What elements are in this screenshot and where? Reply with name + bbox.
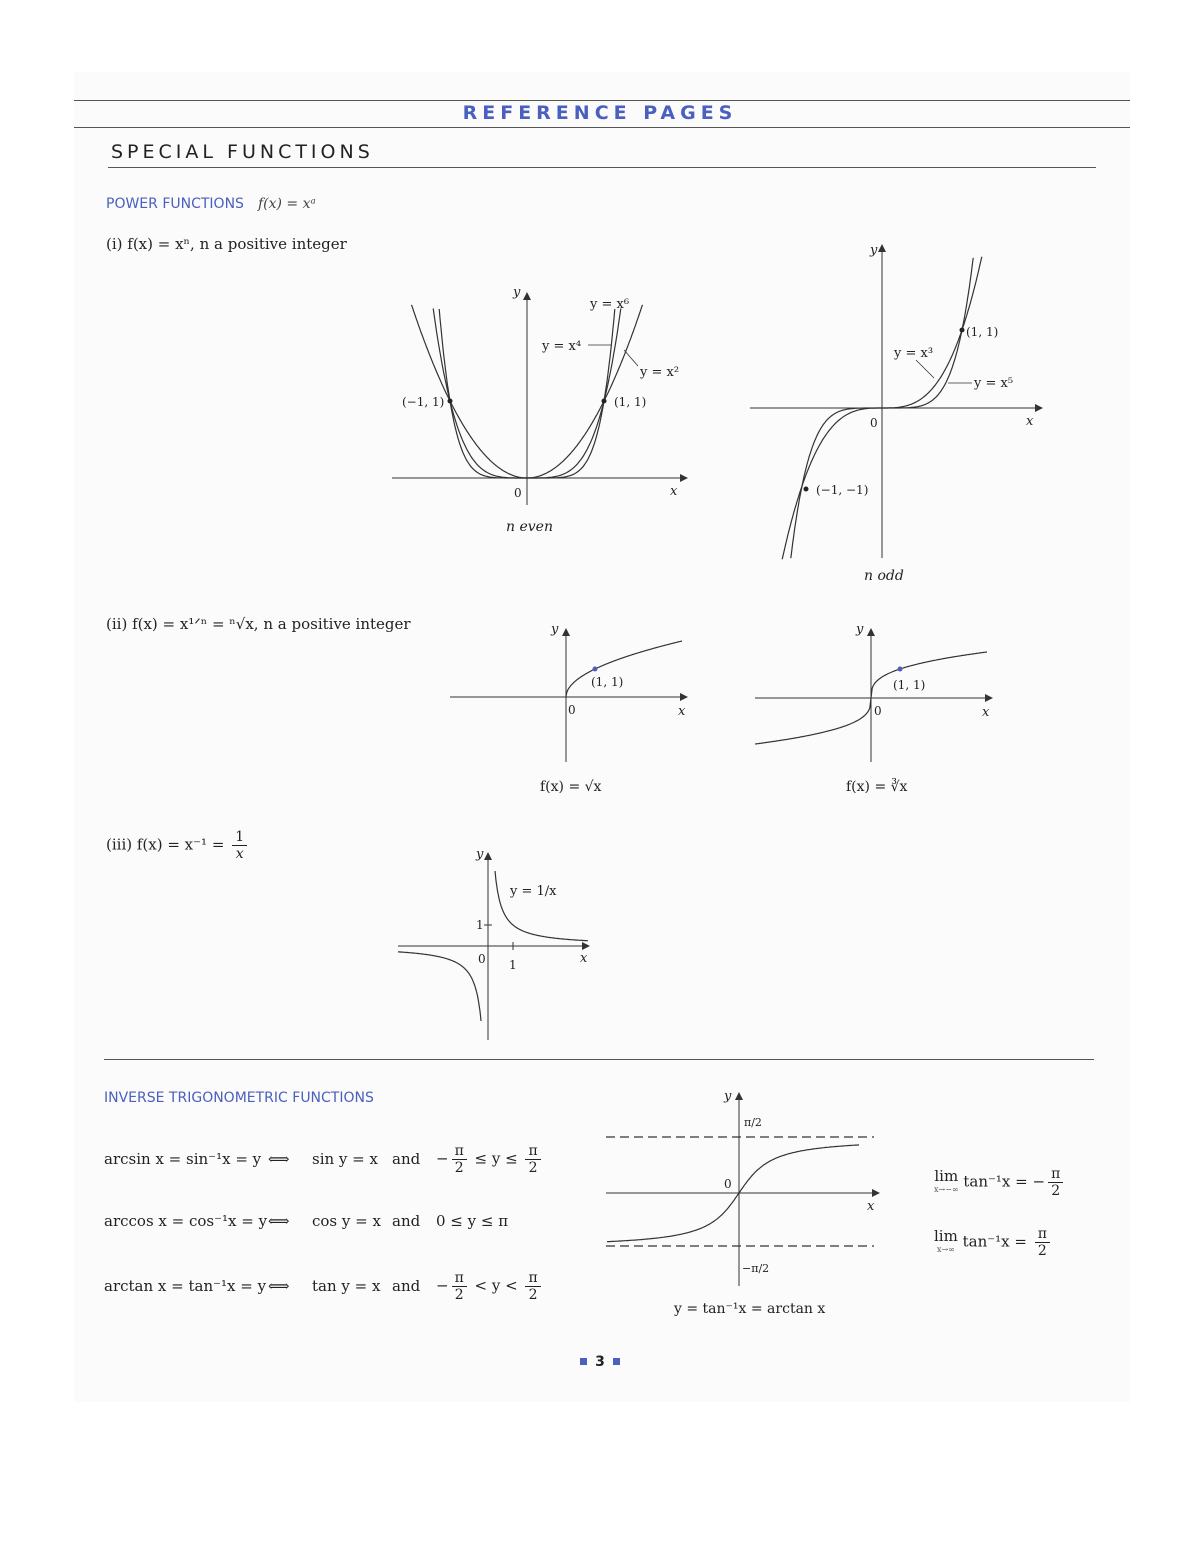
page-square-right — [613, 1358, 620, 1365]
label-recip-tick-y: 1 — [476, 918, 484, 932]
header-rule-bottom — [74, 127, 1130, 128]
item-ii: (ii) f(x) = x¹ᐟⁿ = ⁿ√x, n a positive integer — [106, 615, 411, 633]
arcsin-den-1: 2 — [454, 1160, 464, 1176]
limit-pos-inf-frac — [1035, 1226, 1050, 1259]
page-number — [0, 1354, 1200, 1370]
arctan-lhs: arctan x = tan⁻¹x = y — [104, 1276, 267, 1295]
row-arctan — [104, 1270, 564, 1303]
arcsin-eq: sin y = x — [312, 1149, 378, 1168]
divider-rule — [104, 1059, 1094, 1060]
arctan-den-2: 2 — [528, 1287, 538, 1303]
limit-pos-inf-den: 2 — [1037, 1243, 1047, 1259]
caption-arctan: y = tan⁻¹x = arctan x — [674, 1301, 826, 1317]
label-recip-origin: 0 — [478, 952, 486, 966]
label-arctan-top: π/2 — [744, 1116, 762, 1129]
arctan-cond-pre: − — [436, 1276, 449, 1295]
limit-neg-inf — [934, 1166, 1066, 1199]
label-recip-curve: y = 1/x — [510, 884, 557, 899]
point-1-1 — [602, 399, 607, 404]
label-sqrt-point: (1, 1) — [591, 675, 624, 689]
power-formula: f(x) = xᵃ — [257, 196, 316, 212]
row-arcsin — [104, 1143, 564, 1176]
power-functions-heading — [106, 196, 316, 212]
label-y-x6: y = x⁶ — [590, 297, 630, 312]
label-odd-1-1: (1, 1) — [966, 325, 999, 339]
arccos-lhs: arccos x = cos⁻¹x = y — [104, 1212, 268, 1230]
label-neg1-1: (−1, 1) — [402, 395, 445, 409]
row-arccos — [104, 1212, 564, 1230]
label-cbrt-y: y — [856, 622, 864, 637]
label-1-1: (1, 1) — [614, 395, 647, 409]
arctan-den-1: 2 — [454, 1287, 464, 1303]
label-y-x5: y = x⁵ — [974, 376, 1014, 391]
caption-n-odd: n odd — [864, 568, 904, 584]
point-neg1-1 — [448, 399, 453, 404]
section-rule — [108, 167, 1096, 168]
arcsin-cond-mid: ≤ y ≤ — [469, 1149, 523, 1168]
arcsin-den-2: 2 — [528, 1160, 538, 1176]
arcsin-frac-2 — [525, 1143, 540, 1176]
label-recip-y: y — [476, 847, 484, 862]
label-arctan-bottom: −π/2 — [742, 1262, 770, 1275]
label-origin: 0 — [514, 486, 522, 500]
arctan-num-1: π — [452, 1270, 467, 1287]
arctan-frac-2 — [525, 1270, 540, 1303]
item-iii-den: x — [235, 846, 244, 862]
label-arctan-y: y — [724, 1089, 732, 1104]
limit-neg-inf-frac — [1048, 1166, 1063, 1199]
arcsin-and: and — [392, 1149, 421, 1168]
item-iii-num: 1 — [232, 829, 247, 846]
page-header: REFERENCE PAGES — [462, 102, 738, 124]
arctan-iff: ⟺ — [268, 1276, 290, 1295]
limit-pos-inf-num: π — [1035, 1226, 1050, 1243]
label-arctan-origin: 0 — [724, 1177, 732, 1191]
arcsin-cond-pre: − — [436, 1149, 449, 1168]
label-x: x — [670, 484, 678, 499]
arcsin-lhs: arcsin x = sin⁻¹x = y — [104, 1149, 262, 1168]
arccos-iff: ⟺ — [268, 1212, 290, 1230]
label-cbrt-point: (1, 1) — [893, 678, 926, 692]
arctan-frac-1 — [452, 1270, 467, 1303]
arctan-num-2: π — [525, 1270, 540, 1287]
label-odd-x: x — [1026, 414, 1034, 429]
limit-pos-inf-word: lim — [934, 1226, 958, 1245]
limit-pos-inf-expr: tan⁻¹x = — [962, 1232, 1032, 1251]
section-title: SPECIAL FUNCTIONS — [111, 141, 374, 163]
label-y-x4: y = x⁴ — [542, 339, 582, 354]
limit-pos-inf — [934, 1226, 1053, 1259]
point-odd-neg1-neg1 — [804, 487, 809, 492]
point-cbrt-1-1 — [898, 667, 903, 672]
limit-neg-inf-sub: x→−∞ — [934, 1184, 959, 1194]
limit-pos-inf-sub: x→∞ — [936, 1244, 955, 1254]
arccos-cond: 0 ≤ y ≤ π — [436, 1212, 509, 1230]
limit-neg-inf-num: π — [1048, 1166, 1063, 1183]
label-arctan-x: x — [867, 1199, 875, 1214]
label-y-x3: y = x³ — [894, 346, 934, 361]
page-square-left — [580, 1358, 587, 1365]
label-recip-tick-x: 1 — [509, 958, 517, 972]
caption-cbrt: f(x) = ∛x — [846, 779, 908, 795]
limit-pos-inf-lim — [934, 1226, 958, 1256]
power-heading-text: POWER FUNCTIONS — [106, 196, 244, 212]
limit-neg-inf-lim — [934, 1166, 959, 1196]
arcsin-frac-1 — [452, 1143, 467, 1176]
label-cbrt-x: x — [982, 705, 990, 720]
item-iii-prefix: (iii) f(x) = x⁻¹ = — [106, 835, 230, 854]
arctan-cond-mid: < y < — [469, 1276, 523, 1295]
point-odd-1-1 — [960, 328, 965, 333]
arccos-and: and — [392, 1212, 421, 1230]
limit-neg-inf-word: lim — [934, 1166, 959, 1185]
arcsin-num-2: π — [525, 1143, 540, 1160]
caption-sqrt: f(x) = √x — [540, 779, 602, 795]
label-y: y — [513, 285, 521, 300]
label-odd-neg1-neg1: (−1, −1) — [816, 483, 869, 497]
arctan-eq: tan y = x — [312, 1276, 381, 1295]
inverse-trig-heading: INVERSE TRIGONOMETRIC FUNCTIONS — [104, 1090, 374, 1106]
header-rule-top — [74, 100, 1130, 101]
label-cbrt-origin: 0 — [874, 704, 882, 718]
label-sqrt-x: x — [678, 704, 686, 719]
label-recip-x: x — [580, 951, 588, 966]
item-iii-fraction — [232, 829, 247, 862]
item-i: (i) f(x) = xⁿ, n a positive integer — [106, 235, 347, 253]
arcsin-iff: ⟺ — [268, 1149, 290, 1168]
limit-neg-inf-expr: tan⁻¹x = − — [963, 1172, 1046, 1191]
item-iii — [106, 829, 250, 862]
label-odd-y: y — [870, 243, 878, 258]
arctan-and: and — [392, 1276, 421, 1295]
label-sqrt-origin: 0 — [568, 703, 576, 717]
label-sqrt-y: y — [551, 622, 559, 637]
limit-neg-inf-den: 2 — [1051, 1183, 1061, 1199]
arccos-eq: cos y = x — [312, 1212, 381, 1230]
page-number-text: 3 — [595, 1354, 605, 1370]
label-y-x2: y = x² — [640, 365, 680, 380]
point-sqrt-1-1 — [593, 667, 598, 672]
arcsin-num-1: π — [452, 1143, 467, 1160]
caption-n-even: n even — [506, 519, 553, 535]
label-odd-origin: 0 — [870, 416, 878, 430]
